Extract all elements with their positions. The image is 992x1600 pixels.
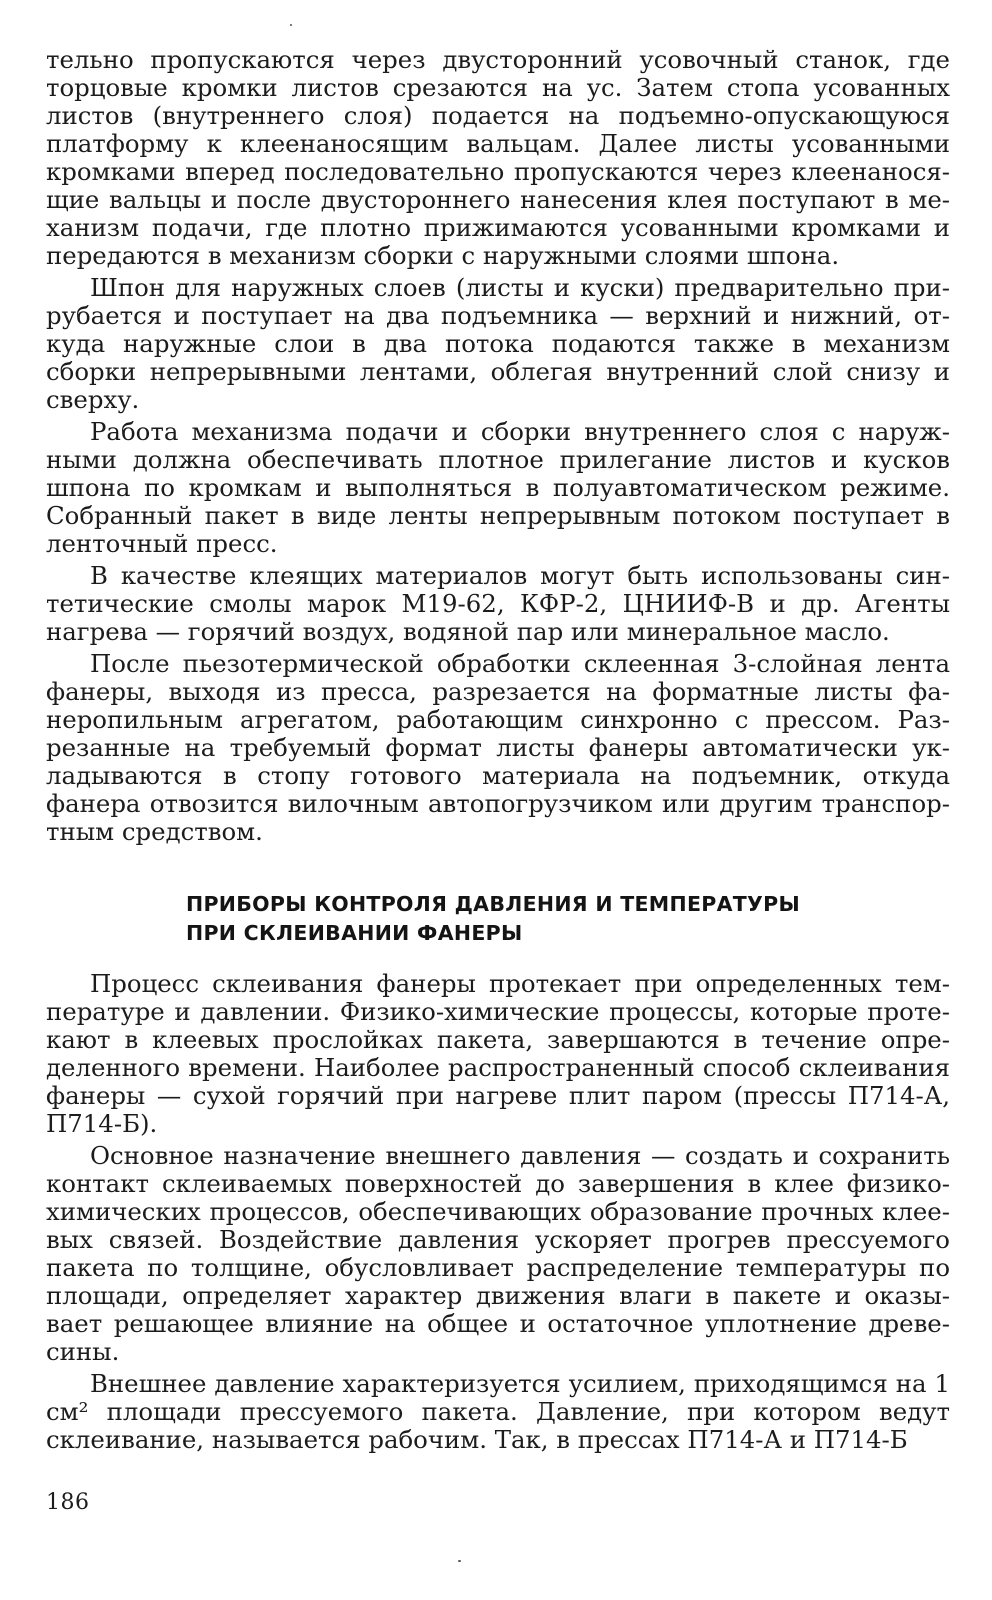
paragraph-adhesives: В качестве клеящих материалов могут быть использованы синтетические смолы марок М19-62, КФР-2, ЦНИИФ-В и др. Агенты нагрева — горячий воздух, водяной пар или минеральное масло. <box>46 561 950 646</box>
page-body <box>46 46 950 1454</box>
page-number: 186 <box>46 1490 90 1515</box>
section-heading-line-1: ПРИБОРЫ КОНТРОЛЯ ДАВЛЕНИЯ И ТЕМПЕРАТУРЫ <box>186 892 801 916</box>
paragraph-pressure-definition: Внешнее давление характеризуется усилием, приходящимся на 1 см² площади прессуемого пакета. Давление, при котором ведут склеивание, называется рабочим. Так, в прессах П714-А и П714-Б <box>46 1369 950 1454</box>
paragraph-feed-mechanism: Работа механизма подачи и сборки внутреннего слоя с наружными должна обеспечивать плотное прилегание листов и кусков шпона по кромкам и выполняться в полуавтоматическом режиме. Собранный пакет в виде ленты непрерывным потоком поступает в ленточный пресс. <box>46 417 950 558</box>
paragraph-gluing-process: Процесс склеивания фанеры протекает при определенных температуре и давлении. Физико-химические процессы, которые протекают в клеевых прослойках пакета, завершаются в течение определенного времени. Наиболее распространенный способ склеивания фанеры — сухой горячий при нагреве плит паром (прессы П714-А, П714-Б). <box>46 969 950 1138</box>
scan-speck <box>290 24 292 26</box>
section-heading-line-2: ПРИ СКЛЕИВАНИИ ФАНЕРЫ <box>186 921 523 945</box>
paragraph-external-pressure-purpose: Основное назначение внешнего давления — создать и сохранить контакт склеиваемых поверхностей до завершения в клее физикохимических процессов, обеспечивающих образование прочных клеевых связей. Воздействие давления ускоряет прогрев прессуемого пакета по толщине, обусловливает распределение температуры по площади, определяет характер движения влаги в пакете и оказывает решающее влияние на общее и остаточное уплотнение древесины. <box>46 1141 950 1366</box>
paragraph-veneer-outer-layers: Шпон для наружных слоев (листы и куски) предварительно прирубается и поступает на два подъемника — верхний и нижний, откуда наружные слои в два потока подаются также в механизм сборки непрерывными лентами, облегая внутренний слой снизу и сверху. <box>46 273 950 414</box>
paragraph-continuation: тельно пропускаются через двусторонний усовочный станок, где торцовые кромки листов срезаются на ус. Затем стопа усованных листов (внутреннего слоя) подается на подъемно-опускающуюся платформу к клеенаносящим вальцам. Далее листы усованными кромками вперед последовательно пропускаются через клеенаносящие вальцы и после двустороннего нанесения клея поступают в механизм подачи, где плотно прижимаются усованными кромками и передаются в механизм сборки с наружными слоями шпона. <box>46 45 950 270</box>
scan-speck <box>458 1560 461 1562</box>
section-heading <box>186 890 950 948</box>
paragraph-cutting: После пьезотермической обработки склеенная 3-слойная лента фанеры, выходя из пресса, разрезается на форматные листы фанеропильным агрегатом, работающим синхронно с прессом. Разрезанные на требуемый формат листы фанеры автоматически укладываются в стопу готового материала на подъемник, откуда фанера отвозится вилочным автопогрузчиком или другим транспортным средством. <box>46 649 950 846</box>
